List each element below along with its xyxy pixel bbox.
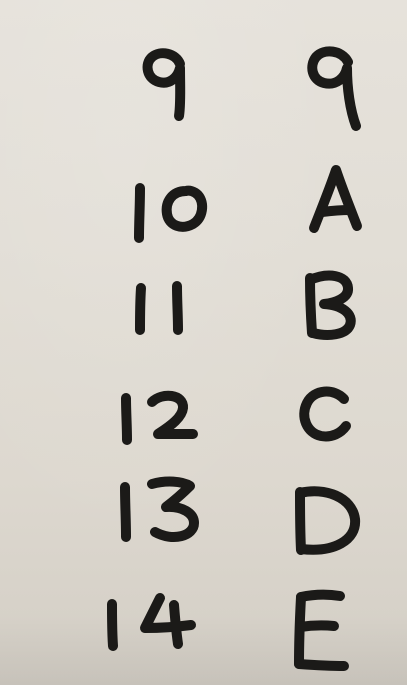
row-3 (140, 276, 351, 335)
row-6-hex-glyph (299, 595, 344, 666)
row-6 (112, 595, 344, 666)
row-4-hex-glyph (304, 392, 346, 437)
row-1-hex-glyph (312, 51, 356, 126)
row-3-decimal-glyph (140, 286, 178, 330)
row-4-decimal-glyph (126, 396, 193, 440)
row-6-decimal-glyph (112, 598, 191, 646)
row-2 (139, 170, 357, 238)
row-2-hex-glyph (314, 170, 357, 228)
row-3-hex-glyph (310, 276, 351, 335)
row-5-decimal-glyph (125, 482, 194, 537)
row-5 (125, 482, 355, 550)
row-1 (148, 51, 356, 126)
row-2-decimal-glyph (139, 188, 202, 238)
row-1-decimal-glyph (148, 53, 181, 116)
row-4 (126, 392, 346, 440)
row-5-hex-glyph (300, 491, 355, 550)
